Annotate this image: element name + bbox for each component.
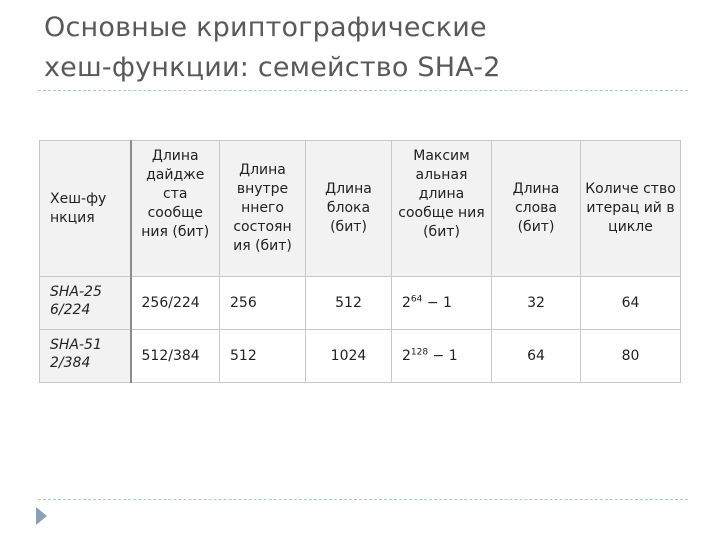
table-header-row (40, 141, 681, 277)
row-hash-name: SHA-25 6/224 (40, 277, 131, 330)
header-state-length: Длина внутре ннего состоян ия (бит) (220, 141, 306, 277)
max-length-rest: − 1 (422, 295, 452, 311)
row-rounds: 80 (581, 330, 681, 383)
triangle-bullet-icon (36, 507, 47, 525)
row-hash-name: SHA-51 2/384 (40, 330, 131, 383)
slide-title (44, 8, 694, 88)
table-row (40, 330, 681, 383)
slide-title-line-2: хеш-функции: семейство SHA-2 (44, 52, 501, 83)
row-block: 1024 (306, 330, 392, 383)
max-length-exponent: 128 (410, 347, 429, 358)
row-max-length (392, 277, 492, 330)
header-rounds: Количе ство итерац ий в цикле (581, 141, 681, 277)
row-max-length (392, 330, 492, 383)
title-divider (38, 90, 688, 91)
slide-title-line-1: Основные криптографические (44, 12, 487, 43)
header-max-message-length: Максим альная длина сообще ния (бит) (392, 141, 492, 277)
header-hash-function: Хеш-фу нкция (40, 141, 131, 277)
row-digest: 512/384 (131, 330, 220, 383)
max-length-base: 2 (402, 295, 411, 311)
sha2-table (39, 140, 681, 383)
header-word-length: Длина слова (бит) (492, 141, 581, 277)
row-state: 512 (220, 330, 306, 383)
row-block: 512 (306, 277, 392, 330)
max-length-rest: − 1 (428, 348, 458, 364)
row-state: 256 (220, 277, 306, 330)
row-word: 32 (492, 277, 581, 330)
header-block-length: Длина блока (бит) (306, 141, 392, 277)
row-digest: 256/224 (131, 277, 220, 330)
table-row (40, 277, 681, 330)
row-rounds: 64 (581, 277, 681, 330)
row-word: 64 (492, 330, 581, 383)
footer-divider (38, 499, 688, 500)
max-length-exponent: 64 (410, 294, 423, 305)
max-length-base: 2 (402, 348, 411, 364)
header-digest-length: Длина дайдже ста сообще ния (бит) (131, 141, 220, 277)
